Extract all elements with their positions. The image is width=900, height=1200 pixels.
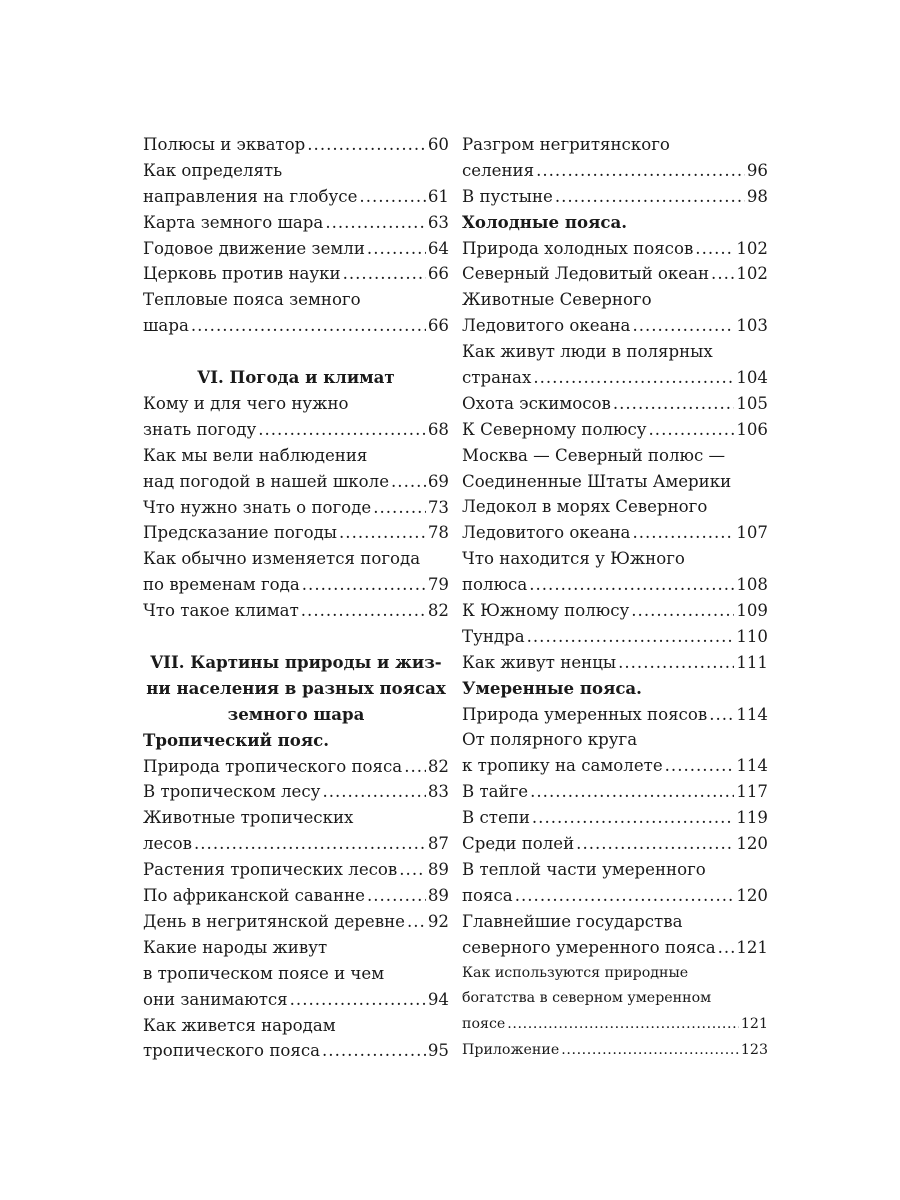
dot-leader [632, 313, 734, 339]
toc-entry-line [143, 857, 449, 883]
toc-page-number: 108 [736, 575, 768, 595]
toc-page-number: 87 [427, 834, 449, 854]
toc-entry-line [143, 935, 449, 961]
toc-entry-line [143, 469, 449, 495]
toc-page-number: 123 [740, 1042, 768, 1059]
toc-entry-line [462, 417, 768, 443]
toc-entry-title: В теплой части умеренного [462, 859, 706, 879]
toc-entry-line [143, 961, 449, 987]
toc-entry-title: странах [462, 368, 532, 388]
toc-entry-line [462, 572, 768, 598]
dot-leader [711, 261, 734, 287]
toc-entry-line [462, 986, 768, 1012]
toc-entry-line [143, 495, 449, 521]
toc-entry-title: Что такое климат [143, 601, 299, 621]
section-heading-vii-line3: земного шара [227, 703, 365, 724]
toc-entry-line [143, 287, 449, 313]
toc-page-number: 110 [736, 626, 768, 646]
toc-entry-title: Кому и для чего нужно [143, 394, 349, 414]
toc-page-number: 64 [427, 238, 449, 258]
toc-entry-line [462, 702, 768, 728]
toc-entry-title: Животные Северного [462, 290, 652, 310]
dot-leader [695, 236, 734, 262]
toc-page-number: 73 [427, 497, 449, 517]
toc-entry-line [143, 391, 449, 417]
toc-entry-title: Тепловые пояса земного [143, 290, 361, 310]
dot-leader [322, 779, 425, 805]
toc-page-number: 94 [427, 989, 449, 1009]
toc-entry-line [462, 132, 768, 158]
toc-entry-title: Природа тропического пояса [143, 756, 403, 776]
toc-entry-title: Предсказание погоды [143, 523, 338, 543]
toc-entry-title: К Северному полюсу [462, 419, 647, 439]
toc-page-number: 68 [427, 419, 449, 439]
toc-left-column [143, 132, 449, 1064]
toc-entry-title: Природа умеренных поясов [462, 704, 708, 724]
toc-page-number: 96 [746, 160, 768, 180]
toc-entry-title: тропического пояса [143, 1041, 321, 1061]
toc-page-number: 82 [427, 601, 449, 621]
toc-entry-title: Приложение [462, 1042, 560, 1059]
toc-page-number: 66 [427, 316, 449, 336]
toc-entry-line [462, 313, 768, 339]
section-heading-vi: VI. Погода и климат [197, 367, 395, 388]
toc-page-number: 120 [736, 885, 768, 905]
toc-group [462, 702, 768, 961]
toc-page-number: 61 [427, 186, 449, 206]
dot-leader [649, 417, 735, 443]
toc-entry-line [462, 883, 768, 909]
dot-leader [527, 624, 735, 650]
toc-entry-line [143, 754, 449, 780]
toc-entry-line [143, 520, 449, 546]
toc-entry-line [143, 1038, 449, 1064]
toc-entry-title: Как живут люди в полярных [462, 342, 713, 362]
subheading-temperate-zones: Умеренные пояса. [462, 677, 642, 698]
toc-group-small [462, 961, 768, 1065]
toc-entry-title: пояса [462, 885, 513, 905]
toc-entry-line [143, 210, 449, 236]
toc-entry-title: к тропику на самолете [462, 756, 663, 776]
dot-leader [533, 365, 734, 391]
dot-leader [532, 805, 734, 831]
toc-entry-title: От полярного круга [462, 730, 638, 750]
toc-entry-title: Среди полей [462, 834, 575, 854]
toc-entry-title: лесов [143, 834, 192, 854]
toc-entry-line [143, 158, 449, 184]
toc-page-number: 89 [427, 860, 449, 880]
toc-entry-line [462, 184, 768, 210]
toc-entry-line [462, 753, 768, 779]
toc-entry-title: они занимаются [143, 989, 288, 1009]
dot-leader [618, 650, 734, 676]
toc-entry-line [462, 805, 768, 831]
toc-entry-line [462, 1038, 768, 1064]
toc-entry-title: Как используются природные [462, 964, 689, 981]
toc-page-number: 78 [427, 523, 449, 543]
toc-entry-line [462, 909, 768, 935]
toc-page-number: 120 [736, 834, 768, 854]
dot-leader [709, 702, 734, 728]
dot-leader [404, 754, 426, 780]
toc-group [462, 236, 768, 676]
dot-leader [555, 184, 745, 210]
toc-entry-line [143, 313, 449, 339]
toc-entry-line [462, 494, 768, 520]
toc-entry-title: В тайге [462, 782, 529, 802]
dot-leader [343, 261, 426, 287]
toc-entry-title: направления на глобусе [143, 186, 358, 206]
toc-entry-title: Как мы вели наблюдения [143, 445, 368, 465]
toc-entry-line [143, 779, 449, 805]
toc-entry-title: шара [143, 316, 189, 336]
toc-entry-title: Как определять [143, 160, 283, 180]
toc-entry-title: Ледокол в морях Северного [462, 497, 708, 517]
dot-leader [367, 236, 426, 262]
toc-entry-title: Разгром негритянского [462, 135, 670, 154]
section-heading-vii-line2: ни населения в разных поясах [146, 677, 446, 698]
dot-leader [290, 987, 426, 1013]
toc-entry-line [462, 831, 768, 857]
toc-entry-title: полюса [462, 575, 528, 595]
toc-entry-line [143, 546, 449, 572]
subheading-cold-zones: Холодные пояса. [462, 211, 627, 232]
toc-entry-line [462, 261, 768, 287]
toc-page-number: 69 [427, 471, 449, 491]
toc-entry-line [462, 339, 768, 365]
dot-leader [301, 598, 426, 624]
dot-leader [302, 572, 426, 598]
toc-page-number: 95 [427, 1041, 449, 1061]
toc-entry-line [462, 598, 768, 624]
toc-page-number: 114 [736, 704, 768, 724]
toc-entry-line [462, 391, 768, 417]
toc-group [143, 132, 449, 339]
toc-entry-line [462, 546, 768, 572]
toc-entry-title: в тропическом поясе и чем [143, 963, 385, 983]
toc-entry-line [462, 520, 768, 546]
toc-page-number: 119 [736, 808, 768, 828]
toc-entry-title: Природа холодных поясов [462, 238, 694, 258]
toc-entry-line [462, 287, 768, 313]
dot-leader [530, 779, 734, 805]
toc-entry-title: Охота эскимосов [462, 393, 611, 413]
toc-entry-title: Что находится у Южного [462, 549, 685, 569]
toc-right-column [462, 132, 768, 1064]
dot-leader [191, 313, 426, 339]
toc-page-number: 63 [427, 212, 449, 232]
toc-entry-title: Какие народы живут [143, 937, 328, 957]
toc-entry-title: Москва — Северный полюс — [462, 445, 726, 465]
toc-entry-title: Тундра [462, 626, 525, 646]
toc-page-number: 60 [427, 135, 449, 154]
toc-page-number: 106 [736, 419, 768, 439]
toc-entry-title: Церковь против науки [143, 264, 341, 284]
toc-entry-title: Северный Ледовитый океан [462, 264, 710, 284]
dot-leader [613, 391, 734, 417]
toc-page-number: 111 [736, 652, 768, 672]
toc-entry-title: Как обычно изменяется погода [143, 549, 421, 569]
toc-entry-line [462, 158, 768, 184]
toc-entry-line [462, 624, 768, 650]
dot-leader [322, 1038, 426, 1064]
dot-leader [367, 883, 426, 909]
dot-leader [399, 857, 426, 883]
toc-entry-title: селения [462, 160, 535, 180]
toc-page-number: 98 [746, 186, 768, 206]
toc-entry-title: по временам года [143, 575, 300, 595]
toc-page-number: 83 [427, 782, 449, 802]
dot-leader [515, 883, 735, 909]
toc-entry-line [143, 132, 449, 158]
dot-leader [632, 520, 734, 546]
toc-entry-title: Главнейшие государства [462, 911, 683, 931]
dot-leader [536, 158, 745, 184]
toc-entry-title: Как живут ненцы [462, 652, 617, 672]
section-heading-vii-line1: VII. Картины природы и жиз- [150, 652, 442, 673]
toc-entry-title: В тропическом лесу [143, 782, 321, 802]
toc-entry-title: Что нужно знать о погоде [143, 497, 372, 517]
toc-entry-title: северного умеренного пояса [462, 937, 716, 957]
dot-leader [391, 469, 426, 495]
dot-leader [258, 417, 426, 443]
dot-leader [631, 598, 734, 624]
toc-page-number: 107 [736, 523, 768, 543]
toc-page-number: 121 [736, 937, 768, 957]
toc-entry-title: По африканской саванне [143, 886, 365, 906]
dot-leader [529, 572, 734, 598]
toc-entry-title: знать погоду [143, 419, 257, 439]
dot-leader [359, 184, 425, 210]
toc-entry-line [462, 365, 768, 391]
toc-page-number: 102 [736, 238, 768, 258]
toc-page-number: 79 [427, 575, 449, 595]
toc-entry-line [143, 883, 449, 909]
toc-group [143, 391, 449, 624]
toc-page-number: 82 [427, 756, 449, 776]
toc-entry-title: Ледовитого океана [462, 316, 631, 336]
toc-entry-line [462, 650, 768, 676]
dot-leader [325, 210, 426, 236]
dot-leader [307, 132, 426, 158]
toc-entry-title: Растения тропических лесов [143, 860, 398, 880]
toc-entry-line [462, 779, 768, 805]
toc-page-number: 66 [427, 264, 449, 284]
toc-entry-line [143, 184, 449, 210]
toc-entry-line [462, 469, 768, 495]
dot-leader [194, 831, 426, 857]
toc-entry-line [462, 961, 768, 987]
dot-leader [576, 831, 734, 857]
toc-entry-line [462, 857, 768, 883]
toc-entry-title: День в негритянской деревне [143, 911, 405, 931]
toc-entry-title: над погодой в нашей школе [143, 471, 390, 491]
toc-entry-line [462, 935, 768, 961]
toc-entry-line [143, 1013, 449, 1039]
toc-entry-title: В степи [462, 808, 530, 828]
toc-page-number: 121 [740, 1016, 768, 1033]
toc-page-number: 105 [736, 393, 768, 413]
toc-entry-title: Как живется народам [143, 1015, 336, 1035]
toc-entry-line [462, 1012, 768, 1038]
toc-page-number: 89 [427, 886, 449, 906]
dot-leader [507, 1012, 739, 1038]
toc-entry-line [143, 236, 449, 262]
toc-entry-title: В пустыне [462, 186, 553, 206]
toc-page-number: 109 [736, 601, 768, 621]
dot-leader [561, 1038, 739, 1064]
toc-entry-line [143, 598, 449, 624]
toc-group [143, 754, 449, 1065]
toc-entry-line [143, 831, 449, 857]
toc-entry-line [143, 417, 449, 443]
toc-entry-title: К Южному полюсу [462, 601, 630, 621]
toc-entry-line [143, 443, 449, 469]
toc-entry-title: Карта земного шара [143, 212, 324, 232]
dot-leader [718, 935, 735, 961]
toc-entry-line [143, 987, 449, 1013]
toc-page-number: 117 [736, 782, 768, 802]
dot-leader [665, 753, 735, 779]
toc-entry-title: богатства в северном умеренном [462, 990, 712, 1007]
toc-page-number: 103 [736, 316, 768, 336]
toc-entry-title: Животные тропических [143, 808, 354, 828]
toc-page-number: 102 [736, 264, 768, 284]
toc-page-number: 92 [427, 911, 449, 931]
subheading-tropical: Тропический пояс. [143, 729, 330, 750]
toc-entry-line [462, 443, 768, 469]
dot-leader [373, 495, 426, 521]
dot-leader [407, 909, 426, 935]
toc-entry-line [143, 261, 449, 287]
toc-entry-title: Полюсы и экватор [143, 135, 306, 154]
toc-entry-title: поясе [462, 1016, 506, 1033]
toc-entry-line [462, 236, 768, 262]
toc-entry-title: Соединенные Штаты Америки [462, 471, 732, 491]
toc-entry-line [143, 572, 449, 598]
toc-entry-title: Годовое движение земли [143, 238, 365, 258]
toc-group [462, 132, 768, 210]
toc-page-number: 104 [736, 368, 768, 388]
toc-entry-title: Ледовитого океана [462, 523, 631, 543]
dot-leader [339, 520, 426, 546]
toc-page-number: 114 [736, 756, 768, 776]
toc-entry-line [143, 909, 449, 935]
toc-entry-line [143, 805, 449, 831]
toc-entry-line [462, 727, 768, 753]
